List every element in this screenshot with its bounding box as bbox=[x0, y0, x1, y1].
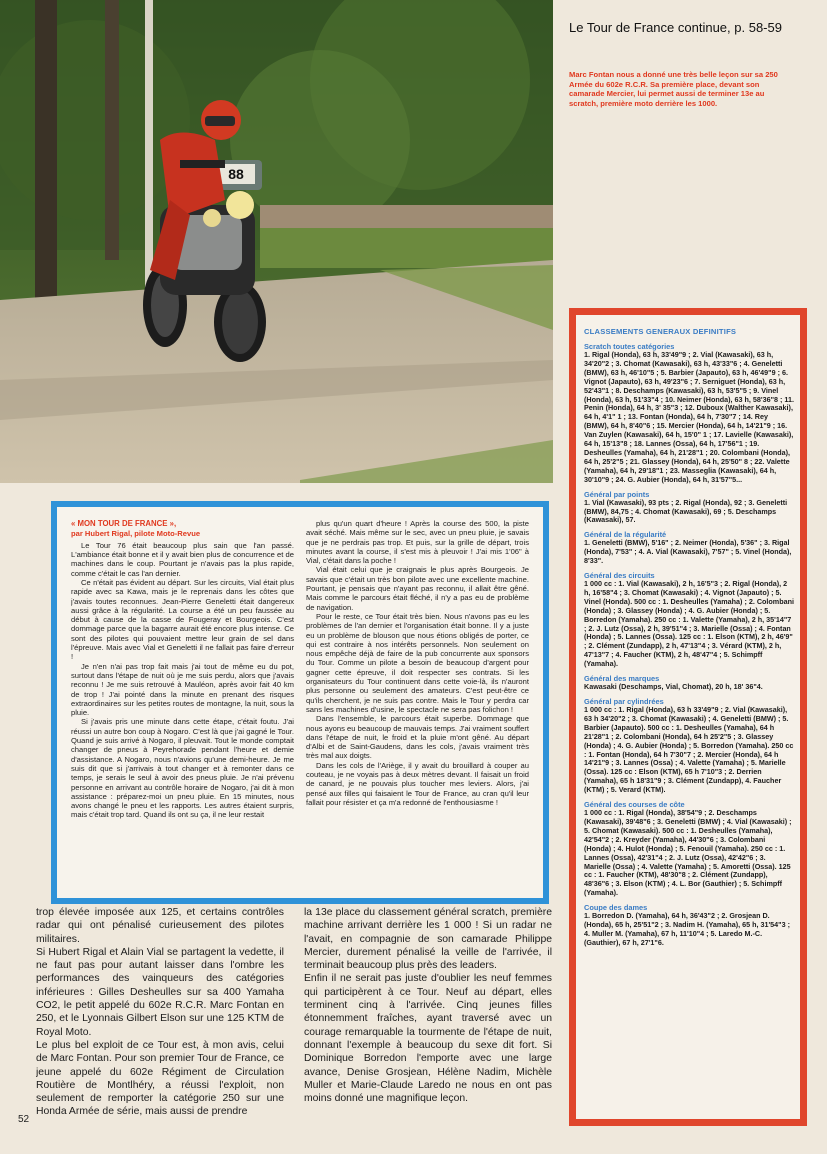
interview-paragraph: Vial était celui que je craignais le plus après Bourgeois. Je savais que c'était un très bon pilote avec une excellente machine. Pourtant, je pensais que n'ayant pas reconnu, il allait être gêné. Mais comme le parcours était fléché, il n'y a pas eu de problème de navigation. bbox=[306, 565, 529, 612]
article-paragraph: la 13e place du classement général scratch, première machine arrivant derrière les 1 000 ! Si un radar ne l'avait, en compagnie de son camarade Philippe Mercier, durement pénalisé la veille de l'arrivée, il terminait beaucoup plus près des leaders. bbox=[304, 907, 552, 972]
interview-paragraph: Le Tour 76 était beaucoup plus sain que l'an passé. L'ambiance était bonne et il y avait bien plus de concurrence et de machines dans le coup. Pourtant je n'avais pas la plus rapide, comme c'était le cas l'an dernier. bbox=[71, 540, 294, 578]
results-section-heading: Général des courses de côte bbox=[584, 800, 685, 810]
results-section-heading: Général des circuits bbox=[584, 571, 655, 581]
interview-paragraph: Je n'en n'ai pas trop fait mais j'ai tout de même eu du pot, surtout dans l'étape de nuit où je me suis perdu, alors que j'avais reconnu ! Je me suis retrouvé à Mauléon, après avoir fait 40 km de trop ! J'ai pointé dans la minute en prenant des risques extraordinaires sur les petites routes de montagne, la nuit, sous la pluie. bbox=[71, 661, 294, 718]
results-section-heading: Général de la régularité bbox=[584, 530, 667, 540]
results-section-body: 1 000 cc : 1. Rigal (Honda), 38'54"9 ; 2. Deschamps (Kawasaki), 39'48"6 ; 3. Geneletti (BMW) ; 4. Vial (Kawasaki) ; 5. Chomat (Kawasaki). 500 cc : 1. Desheulles (Yamaha), 42'54"2 ; 2. Kreyder (Yamaha), 44'30"6 ; 3. Colombani (Honda) ; 4. Hulot (Honda) ; 5. Fenouil (Yamaha). 250 cc : 1. Lannes (Ossa), 42'31"4 ; 2. J. Lutz (Ossa), 42'42"6 ; 3. Marielle (Ossa) ; 4. Valette (Yamaha) ; 5. Amoretti (Ossa). 125 cc : 1. Faucher (KTM), 48'30"8 ; 2. Clément (Zundapp), 48'36"6 ; 3. Elson (KTM) ; 4. L. Bor (Gauthier) ; 5. Schimpff (Yamaha). bbox=[584, 808, 792, 898]
interview-paragraph: Pour le reste, ce Tour était très bien. Nous n'avons pas eu les problèmes de l'an dernier et l'organisation était bonne. Il y a juste eu un problème de blouson que nous étions obligés de porter, ce qui est contraire à nos intérêts personnels. Non seulement on nous empêche déjà de faire de la pub concurrente aux sponsors du Tour. Comme un pilote a besoin de beaucoup d'argent pour gagner cette épreuve, il doit respecter ses contrats. Si les organisateurs du Tour continuent dans cette voie-là, ils n'auront plus personne ou seulement des amateurs. C'est peut-être ce qu'ils cherchent, je ne suis pas contre. Mais le Tour y perdra car sans les machines d'usine, le spectacle ne sera pas folichon ! bbox=[306, 611, 529, 714]
results-section-heading: Général par cylindrées bbox=[584, 697, 664, 706]
results-section bbox=[584, 903, 794, 948]
article-column-1 bbox=[36, 906, 284, 1128]
page-number: 52 bbox=[18, 1114, 30, 1125]
results-section-body: 1. Rigal (Honda), 63 h, 33'49"9 ; 2. Vial (Kawasaki), 63 h, 34'20"2 ; 3. Chomat (Kawasaki), 63 h, 43'33"6 ; 4. Geneletti (BMW), 63 h, 46'10"5 ; 5. Barbier (Japauto), 63 h, 46'49"9 ; 6. Vignot (Japauto), 63 h, 49'23"6 ; 7. Serniguet (Honda), 63 h, 52'43"1 ; 8. Deschamps (Kawasaki), 63 h, 53'5"5 ; 9. Vinel (Honda), 63 h, 51'33"4 ; 10. Neimer (Honda), 63 h, 58'36"8 ; 11. Penin (Honda), 64 h, 3' 35"3 ; 12. Duboux (Walther Kawasaki), 64 h, 4'1" 1 ; 13. Fontan (Honda), 64 h, 7'30"7 ; 14. Rey (BMW), 64 h, 8'40"6 ; 15. Mercier (Honda), 64 h, 14'21"9 ; 16. Van Zuylen (Kawasaki), 64 h, 15'0" 1 ; 17. Lavielle (Kawasaki), 64 h, 15'13"8 ; 18. Lannes (Ossa), 64 h, 17'56"1 ; 19. Desheulles (Yamaha), 64 h, 21'28"1 ; 20. Colombani (Honda), 64 h, 25'2"5 ; 21. Glassey (Honda), 64 h, 25'50" 8 ; 22. Valette (Yamaha), 64 h, 29'18"1 ; 23. Masseglia (Kawasaki), 64 h, 30'10"9 ; 24. G. Aubier (Honda), 64 h, 31'57"5... bbox=[584, 350, 794, 484]
article-body bbox=[36, 906, 552, 1128]
photo-illustration bbox=[0, 0, 553, 483]
interview-column-1 bbox=[71, 519, 294, 886]
interview-paragraph: Si j'avais pris une minute dans cette étape, c'était foutu. J'ai réussi un autre bon coup à Nogaro. C'est là que j'ai gagné le Tour. Quand je suis arrivé à Nogaro, il pleuvait. Tout le monde comptait changer de pneus à Peyrehorade pendant l'heure et demie d'assistance. A Nogaro, nous n'avions qu'une demi-heure. Je me suis dit que si j'arrivais à tout changer et à remonter dans ce temps, je serais le seul à avoir des pneus pluie. Je n'ai prévenu personne en arrivant au contrôle horaire de Nogaro, j'ai dit à mon assistance : préparez-moi un pneu pluie. En 15 minutes, nous avons changé le pneu et les rapports. Les autres étaient surpris, mais c'était trop tard. Quand ils ont su ça, il ne leur restait bbox=[71, 717, 294, 820]
results-section-body: 1. Borredon D. (Yamaha), 64 h, 36'43"2 ; 2. Grosjean D. (Honda), 65 h, 25'51"2 ; 3. Nadim H. (Yamaha), 65 h, 31'54"3 ; 4. Muller M. (Yamaha), 67 h, 11'10"4 ; 5. Laredo M.-C. (Gauthier), 67 h, 27'1"6. bbox=[584, 911, 790, 947]
photo-caption: Marc Fontan nous a donné une très belle leçon sur sa 250 Armée du 602e R.C.R. Sa première place, devant son camarade Mercier, lui permet aussi de terminer 13e au scratch, première moto derrière les 1000. bbox=[569, 70, 778, 108]
article-paragraph: trop élevée imposée aux 125, et certains contrôles radar qui ont pénalisé curieusement des pilotes militaires. bbox=[36, 907, 284, 945]
results-section bbox=[584, 490, 794, 526]
results-section bbox=[584, 530, 794, 566]
results-section-body: 1 000 cc : 1. Rigal (Honda), 63 h 33'49"9 ; 2. Vial (Kawasaki), 63 h 34'20"2 ; 3. Chomat (Kawasaki) ; 4. Geneletti (BMW) ; 5. Barbier (Japauto). 500 cc : 1. Desheulles (Yamaha), 64 h 21'28"1 ; 2. Colombani (Honda), 64 h 25'2"5 ; 3. Glassey (Honda) ; 4. G. Aubier (Honda) ; 5. Borredon (Yamaha). 250 cc : 1. Fontan (Honda), 64 h 7'30"7 ; 2. Mercier (Honda), 64 h 14'21"9 ; 3. Lannes (Ossa) ; 4. Valette (Yamaha) ; 5. Marielle (Ossa). 125 cc : Elson (KTM), 65 h 7'10"3 ; 2. Derrien (Yamaha), 65 h 18'31"9 ; 3. Clément (Zundapp), 4. Faucher (KTM) ; 5. Verard (KTM). bbox=[584, 705, 794, 795]
results-section-heading: Scratch toutes catégories bbox=[584, 342, 675, 351]
results-panel bbox=[569, 308, 807, 1126]
results-section bbox=[584, 571, 794, 669]
article-paragraph: Si Hubert Rigal et Alain Vial se partagent la vedette, il ne faut pas pour autant laisser dans l'ombre les performances des vainqueurs des catégories inférieures : Gilles Desheulles sur sa 400 Yamaha CO2, le petit appelé du 602e R.C.R. Marc Fontan en 250, et le Lyonnais Gilbert Elson sur une 125 KTM de Royal Moto. bbox=[36, 946, 284, 1038]
results-section bbox=[584, 697, 794, 795]
interview-column-2 bbox=[306, 519, 529, 886]
results-section bbox=[584, 674, 794, 692]
results-section-body: 1. Vial (Kawasaki), 93 pts ; 2. Rigal (Honda), 92 ; 3. Geneletti (BMW), 84,75 ; 4. Chomat (Kawasaki), 69 ; 5. Deschamps (Kawasaki), 57. bbox=[584, 497, 788, 525]
results-section bbox=[584, 800, 794, 898]
interview-byline: par Hubert Rigal, pilote Moto-Revue bbox=[71, 528, 201, 538]
results-section-heading: Général par points bbox=[584, 489, 650, 499]
results-section-heading: Coupe des dames bbox=[584, 903, 648, 913]
article-paragraph: Enfin il ne serait pas juste d'oublier les neuf femmes qui participèrent à ce Tour. Neuf au départ, elles terminent cinq à l'arrivée. Cinq jeunes filles étonnemment fraîches, ayant traversé avec un courage remarquable la tourmente de l'étape de nuit, donnant l'exemple à beaucoup du sexe dit fort. Si Dominique Borredon l'emporte avec une large avance, Denise Grosjean, Hélène Nadim, Michèle Muller et Marie-Claude Laredo ne nous en ont pas moins donné une magnifique leçon. bbox=[304, 973, 552, 1105]
interview-paragraph: Dans l'ensemble, le parcours était superbe. Dommage que nous ayons eu beaucoup de mauvais temps. J'ai vraiment souffert dans l'étape de nuit, le froid et la pluie m'ont gêné. Au départ d'Albi et de Saint-Gaudens, dans les cols, j'avais vraiment très très mal aux doigts. bbox=[306, 714, 529, 761]
results-section-heading: Général des marques bbox=[584, 674, 660, 684]
results-section-body: 1 000 cc : 1. Vial (Kawasaki), 2 h, 16'5"3 ; 2. Rigal (Honda), 2 h, 16'58"4 ; 3. Chomat (Kawasaki) ; 4. Vignot (Japauto) ; 5. Vinel (Honda). 500 cc : 1. Desheulles (Yamaha) ; 2. Colombani (Honda) ; 3. Glassey (Honda) ; 4. G. Aubier (Honda) ; 5. Borredon (Yamaha). 250 cc : 1. Valette (Yamaha), 2 h, 35'14"7 ; 2. J. Lutz (Ossa), 2 h, 39'51"4 ; 3. Marielle (Ossa) ; 4. Fontan (Honda) ; 5. Lannes (Ossa). 125 cc : 1. Elson (KTM), 2 h, 46'9" ; 2. Clément (Zundapp), 2 h, 47'13"4 ; 3. Vérard (KTM), 2 h, 47'13"7 ; 4. Faucher (KTM), 2 h, 48'47"4 ; 5. Schimpff (Yamaha). bbox=[584, 579, 794, 669]
article-paragraph: Le plus bel exploit de ce Tour est, à mon avis, celui de Marc Fontan. Pour son premier Tour de France, ce jeune appelé du 602e Régiment de Circulation Routière de Montlhéry, a réussi l'exploit, non seulement de remporter la catégorie 250 sur une Honda Armée de série, mais aussi de prendre bbox=[36, 1039, 284, 1118]
results-section-body: Kawasaki (Deschamps, Vial, Chomat), 20 h, 18' 36"4. bbox=[584, 682, 763, 692]
page-header-title: Le Tour de France continue, p. 58-59 bbox=[569, 20, 782, 35]
interview-paragraph: Ce n'était pas évident au départ. Sur les circuits, Vial était plus rapide avec sa Kawa, mais je le reprenais dans les côtes que j'avais toutes reconnues. Jean-Pierre Geneletti était dangereux aussi grâce à la régularité. La course a été un peu faussée au début à cause de la casse de Fougeray et Bourgeois. C'est dommage parce que la bagarre aurait été encore plus intense. Ce sont des pilotes qui pouvaient mettre leur grain de sel dans l'épreuve. Mais avec Vial et Geneletti il ne fallait pas faire d'erreur ! bbox=[71, 577, 294, 662]
interview-paragraph: Dans les cols de l'Ariège, il y avait du brouillard à couper au couteau, je ne voyais pas à deux mètres devant. Il faisait un froid de canard, je ne pouvais plus toucher mes leviers. Alors, j'ai pensé aux filles qui faisaient le Tour de France, au cran qu'il leur fallait pour résister et ça m'a redonné de l'enthousiasme ! bbox=[306, 760, 529, 807]
interview-paragraph: plus qu'un quart d'heure ! Après la course des 500, la piste avait séché. Mais même sur le sec, avec un pneu pluie, je savais que je ne perdrais pas trop. Et puis, sur la grille de départ, trois minutes avant la course, il s'est mis à pleuvoir ! J'ai mis 1'06" à Vial, c'était dans la poche ! bbox=[306, 519, 529, 566]
results-title: CLASSEMENTS GENERAUX DEFINITIFS bbox=[584, 327, 737, 336]
interview-box bbox=[51, 501, 549, 904]
motorcycle-photo bbox=[0, 0, 553, 483]
article-column-2 bbox=[304, 906, 552, 1128]
race-plate-number: 88 bbox=[228, 166, 244, 182]
results-section-body: 1. Geneletti (BMW), 5'16" ; 2. Neimer (Honda), 5'36" ; 3. Rigal (Honda), 7'53" ; 4. A. Vial (Kawasaki), 7'57" ; 5. Vinel (Honda), 8'33". bbox=[584, 538, 792, 566]
interview-title: « MON TOUR DE FRANCE », bbox=[71, 519, 177, 528]
results-section bbox=[584, 342, 794, 485]
